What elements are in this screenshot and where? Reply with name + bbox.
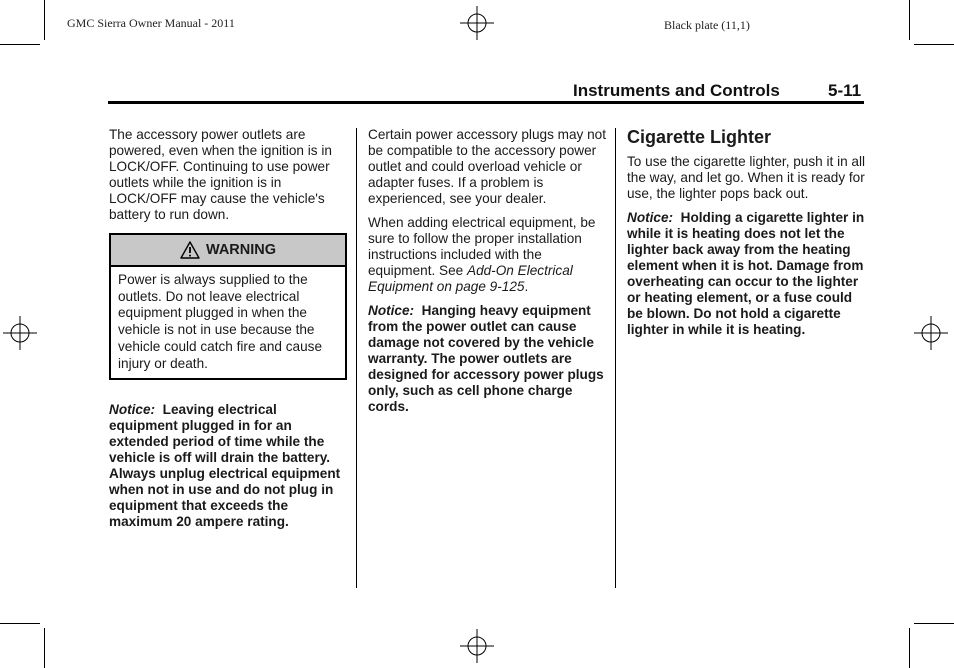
notice-text: Leaving electrical equipment plugged in for an extended period of time while the vehicle is off will drain the battery. Always unplug electrical equipment when not in use and do not plug in equipment that exceeds the maximum 20 ampere rating.	[109, 402, 341, 530]
warning-label: WARNING	[205, 242, 277, 258]
warning-triangle-icon	[180, 241, 200, 259]
manual-title: GMC Sierra Owner Manual - 2011	[67, 16, 235, 30]
installation-paragraph	[368, 215, 608, 295]
cross-reference-link[interactable]: Add-On Electrical Equipment on page 9-125	[368, 263, 573, 294]
crop-mark	[909, 0, 910, 40]
column-1	[109, 127, 347, 538]
notice-label: Notice:	[109, 402, 156, 418]
lighter-usage-paragraph: To use the cigarette lighter, push it in all the way, and let go. When it is ready for use, the lighter pops back out.	[627, 154, 866, 201]
registration-mark-icon	[3, 316, 37, 350]
column-divider	[615, 128, 616, 588]
notice-text: Hanging heavy equipment from the power outlet can cause damage not covered by the vehicle warranty. The power outlets are designed for accessory power plugs only, such as cell phone charge cords.	[368, 303, 604, 414]
notice-label: Notice:	[627, 210, 674, 225]
installation-end: .	[524, 279, 529, 294]
section-heading: Cigarette Lighter	[627, 127, 772, 147]
notice-text: Holding a cigarette lighter in while it is heating does not let the lighter back away from the heating element when it is hot. Damage from overheating can occur to the lighter or heating element, or a fuse could be blown. Do not hold a cigarette lighter in while it is heating.	[627, 210, 865, 337]
warning-text: Power is always supplied to the outlets. Do not leave electrical equipment plugged in when the vehicle is not in use because the vehicle could catch fire and cause injury or death.	[118, 272, 323, 371]
registration-mark-icon	[460, 6, 494, 40]
notice-paragraph	[109, 402, 347, 530]
installation-text: When adding electrical equipment, be sure to follow the proper installation instructions included with the equipment. See	[368, 215, 596, 278]
registration-mark-icon	[460, 629, 494, 663]
crop-mark	[0, 623, 40, 624]
column-divider	[356, 128, 357, 588]
column-3	[627, 127, 867, 346]
compatibility-paragraph: Certain power accessory plugs may not be compatible to the accessory power outlet and could overload vehicle or adapter fuses. If a problem is experienced, see your dealer.	[368, 127, 606, 206]
warning-header	[111, 235, 345, 267]
crop-mark	[0, 44, 40, 45]
page-number: 5-11	[828, 81, 862, 100]
intro-paragraph: The accessory power outlets are powered, even when the ignition is in LOCK/OFF. Continuing to use power outlets while the ignition is in LOCK/OFF may cause the vehicle's battery to run down.	[109, 127, 332, 222]
notice-label: Notice:	[368, 303, 415, 318]
running-header-section: Instruments and Controls	[573, 81, 780, 100]
crop-mark	[44, 628, 45, 668]
registration-mark-icon	[914, 316, 948, 350]
crop-mark	[44, 0, 45, 40]
warning-box	[109, 233, 347, 380]
crop-mark	[914, 44, 954, 45]
notice-paragraph	[368, 303, 608, 415]
crop-mark	[909, 628, 910, 668]
column-2	[368, 127, 608, 423]
notice-paragraph	[627, 210, 867, 338]
header-rule	[108, 101, 864, 104]
plate-label: Black plate (11,1)	[664, 18, 750, 32]
crop-mark	[914, 623, 954, 624]
